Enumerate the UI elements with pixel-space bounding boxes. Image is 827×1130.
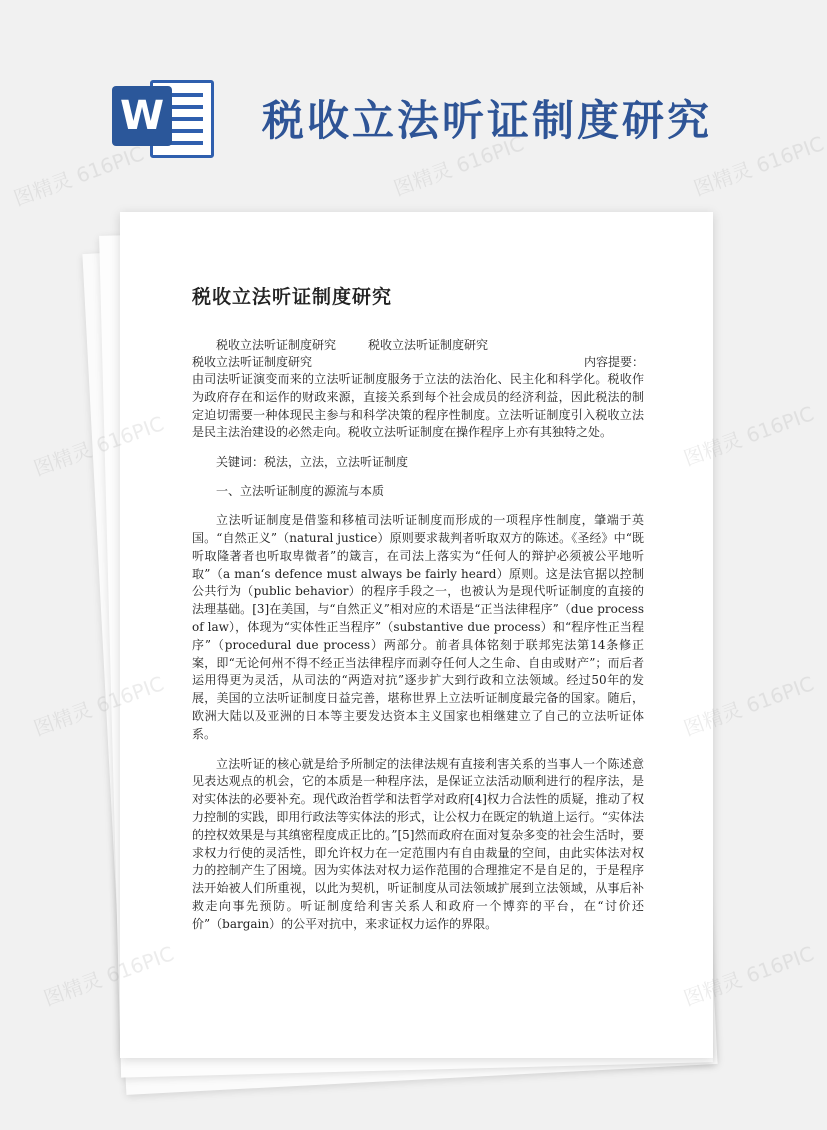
- watermark: 图精灵 616PIC: [690, 131, 827, 201]
- watermark: 图精灵 616PIC: [680, 941, 817, 1011]
- watermark: 图精灵 616PIC: [30, 671, 167, 741]
- banner-title: 税收立法听证制度研究: [262, 96, 713, 145]
- abstract-heading-line: [192, 354, 644, 371]
- watermark: 图精灵 616PIC: [390, 131, 527, 201]
- abstract-label: 内容提要：: [583, 355, 644, 369]
- watermark: 图精灵 616PIC: [40, 941, 177, 1011]
- section-heading-1: 一、立法听证制度的源流与本质: [216, 484, 385, 499]
- watermark: 图精灵: [30, 437, 96, 481]
- abstract-text: 由司法听证演变而来的立法听证制度服务于立法的法治化、民主化和科学化。税收作为政府存在和运作的财政来源，直接关系到每个社会成员的经济利益，因此税法的制定迫切需要一种体现民主参与和科学决策的程序性制度。立法听证制度引入税收立法是民主法治建设的必然走向。税收立法听证制度在操作程序上亦有其独特之处。: [192, 372, 644, 440]
- title-repeat-line: [192, 337, 644, 354]
- document-page: [120, 212, 713, 1058]
- header-banner: [0, 0, 800, 190]
- word-letter-badge: W: [112, 86, 172, 146]
- word-document-icon: [112, 76, 216, 162]
- watermark: 图精灵 616PIC: [10, 141, 147, 211]
- document-title: 税收立法听证制度研究: [192, 286, 393, 308]
- keywords: 关键词：税法，立法，立法听证制度: [216, 455, 409, 470]
- title-repeat-1: 税收立法听证制度研究: [216, 338, 337, 352]
- body-paragraph-2: 立法听证的核心就是给予所制定的法律法规有直接利害关系的当事人一个陈述意见表达观点的机会，它的本质是一种程序法，是保证立法活动顺利进行的程序法，是对实体法的必要补充。现代政治哲学和法哲学对政府[4]权力合法性的质疑，推动了权力控制的实践，即用行政法等实体法的形式，让公权力在既定的轨道上运行。“实体法的控权效果是与其缜密程度成正比的。”[5]然而政府在面对复杂多变的社会生活时，要求权力行使的灵活性，即允许权力在一定范围内有自由裁量的空间，由此实体法对权力的控制产生了困境。因为实体法对权力运作范围的合理推定不是自足的，于是程序法开始被人们所重视，以此为契机，听证制度从司法领域扩展到立法领域，从事后补救走向事先预防。听证制度给利害关系人和政府一个博弈的平台，在“讨价还价”（bargain）的公平对抗中，来求证权力运作的界限。: [192, 756, 644, 931]
- body-paragraph-1: 立法听证制度是借鉴和移植司法听证制度而形成的一项程序性制度，肇端于英国。“自然正义”（natural justice）原则要求裁判者听取双方的陈述。《圣经》中“既听取隆著者也听取卑微者”的箴言，在司法上落实为“任何人的辩护必须被公平地听取”（a man‘s defence must always be fairly heard）原则。这是法官据以控制公共行为（public behavior）的程序手段之一，也被认为是现代听证制度的直接的法理基础。[3]在美国，与“自然正义”相对应的术语是“正当法律程序”（due process of law），体现为“实体性正当程序”（substantive due process）和“程序性正当程序”（procedural due process）两部分。前者具体铭刻于联邦宪法第14条修正案，即“无论何州不得不经正当法律程序而剥夺任何人之生命、自由或财产”；而后者运用得更为灵活，从司法的“两造对抗”逐步扩大到行政和立法领域。经过50年的发展，美国的立法听证制度日益完善，堪称世界上立法听证制度最完备的国家。随后，欧洲大陆以及亚洲的日本等主要发达资本主义国家也相继建立了自己的立法听证体系。: [192, 513, 644, 741]
- title-repeat-3: 税收立法听证制度研究: [192, 355, 313, 369]
- watermark: 图精灵 616PIC: [680, 671, 817, 741]
- document-body: [192, 272, 644, 934]
- watermark: 图精灵 616PIC: [680, 401, 817, 471]
- title-repeat-2: 税收立法听证制度研究: [368, 338, 489, 352]
